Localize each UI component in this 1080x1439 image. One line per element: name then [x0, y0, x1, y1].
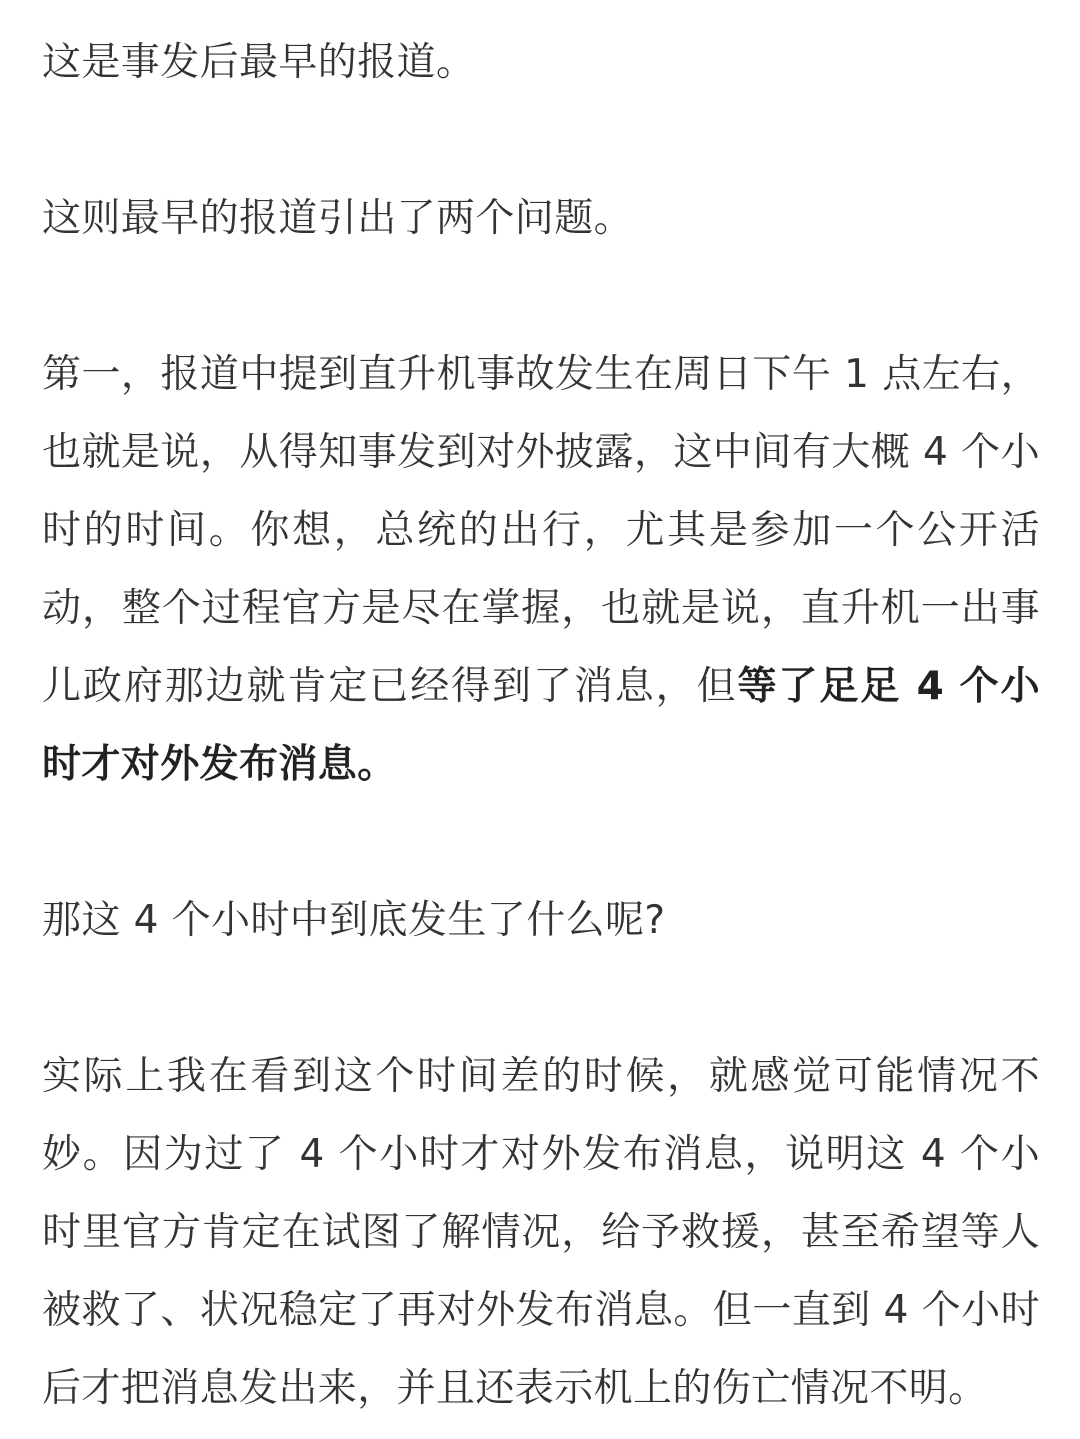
paragraph-1-text: 这是事发后最早的报道。 [42, 40, 476, 85]
paragraph-3-text: 第一，报道中提到直升机事故发生在周日下午 1 点左右，也就是说，从得知事发到对外披露，这中间有大概 4 个小时的时间。你想，总统的出行，尤其是参加一个公开活动，整个过程官方是尽在掌握，也就是说，直升机一出事儿政府那边就肯定已经得到了消息，但 [42, 352, 1040, 709]
paragraph-5 [42, 1038, 1040, 1428]
paragraph-3 [42, 336, 1040, 804]
paragraph-3-bold-text: 等了足足 4 个小时才对外发布消息。 [42, 664, 1040, 787]
paragraph-2 [42, 180, 1040, 258]
article-body [42, 24, 1040, 1428]
paragraph-4-text: 那这 4 个小时中到底发生了什么呢? [42, 898, 666, 943]
paragraph-5-text: 实际上我在看到这个时间差的时候，就感觉可能情况不妙。因为过了 4 个小时才对外发布消息，说明这 4 个小时里官方肯定在试图了解情况，给予救援，甚至希望等人被救了、状况稳定了再对外发布消息。但一直到 4 个小时后才把消息发出来，并且还表示机上的伤亡情况不明。 [42, 1054, 1040, 1411]
paragraph-2-text: 这则最早的报道引出了两个问题。 [42, 196, 634, 241]
paragraph-1 [42, 24, 1040, 102]
paragraph-4 [42, 882, 1040, 960]
